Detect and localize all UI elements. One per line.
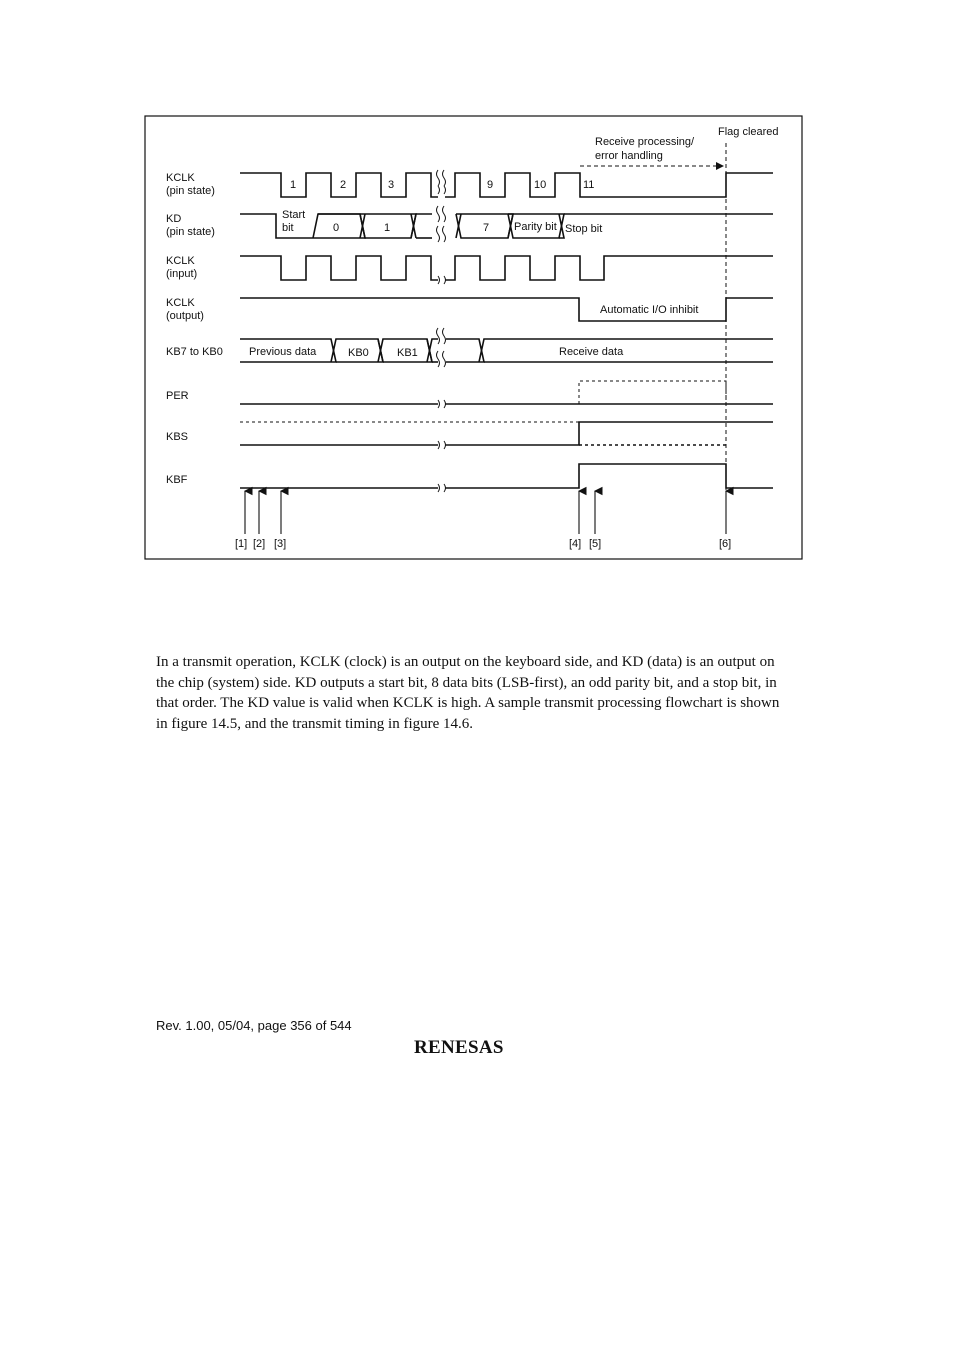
kbs-waveform-2 (445, 422, 773, 445)
clock-num-3: 3 (388, 179, 395, 191)
marker-3: [3] (274, 538, 287, 550)
marker-6: [6] (719, 538, 732, 550)
marker-5: [5] (589, 538, 602, 550)
previous-data-label: Previous data (249, 346, 317, 358)
label-kclk-pin-l2: (pin state) (166, 185, 215, 197)
renesas-logo-text: RENESAS (414, 1037, 504, 1058)
start-bit-label: Start bit (282, 209, 306, 234)
automatic-io-inhibit-label: Automatic I/O inhibit (600, 304, 699, 316)
marker-2: [2] (253, 538, 266, 550)
parity-bit-label: Parity bit (514, 221, 557, 233)
page-footer-info: Rev. 1.00, 05/04, page 356 of 544 (156, 1018, 352, 1033)
kb-data-bus (240, 339, 773, 362)
kd-bit-1: 1 (384, 222, 391, 234)
kd-bit-0: 0 (333, 222, 340, 234)
label-kbf: KBF (166, 474, 188, 486)
receive-timing-figure (0, 0, 954, 600)
omission-break-marks (437, 170, 446, 492)
body-paragraph: In a transmit operation, KCLK (clock) is an output on the keyboard side, and KD (data) is an output on the chip (system) side. KD outputs a start bit, 8 data bits (LSB-first), an odd parity bit, and a stop bit, in that order. The KD value is valid when KCLK is high. A sample transmit processing flowchart is shown in figure 14.5, and the transmit timing in figure 14.6. (156, 654, 780, 733)
label-kb7-kb0: KB7 to KB0 (166, 346, 223, 358)
label-kclk-pin (166, 172, 215, 197)
stop-bit-label: Stop bit (565, 223, 603, 235)
kb1-label: KB1 (397, 347, 418, 359)
clock-num-10: 10 (534, 179, 547, 191)
label-kclk-pin-l1: KCLK (166, 172, 195, 184)
clock-num-1: 1 (290, 179, 297, 191)
receive-data-label: Receive data (559, 346, 624, 358)
label-kclk-output: KCLK (output) (166, 297, 204, 322)
kd-bit-7: 7 (483, 222, 490, 234)
label-per: PER (166, 390, 189, 402)
clock-num-2: 2 (340, 179, 347, 191)
figure-frame (145, 116, 802, 559)
kclk-pin-waveform-2 (445, 173, 773, 197)
label-kd-pin: KD (pin state) (166, 213, 215, 238)
receive-processing-label: Receive processing/ error handling (595, 136, 695, 162)
clock-num-11: 11 (583, 179, 595, 191)
kb0-label: KB0 (348, 347, 369, 359)
kclk-pin-waveform (240, 173, 438, 197)
marker-1: [1] (235, 538, 248, 550)
event-arrows (245, 491, 726, 534)
marker-4: [4] (569, 538, 582, 550)
kbf-waveform-2 (445, 464, 773, 488)
per-error-dashed (579, 381, 726, 404)
kclk-input-waveform-2 (445, 256, 773, 280)
flag-cleared-label: Flag cleared (718, 126, 779, 138)
renesas-logo (412, 1033, 536, 1059)
kclk-input-waveform (240, 256, 438, 280)
kd-pin-waveform (240, 214, 773, 238)
clock-num-9: 9 (487, 179, 494, 191)
label-kbs: KBS (166, 431, 189, 443)
label-kclk-input: KCLK (input) (166, 255, 198, 280)
